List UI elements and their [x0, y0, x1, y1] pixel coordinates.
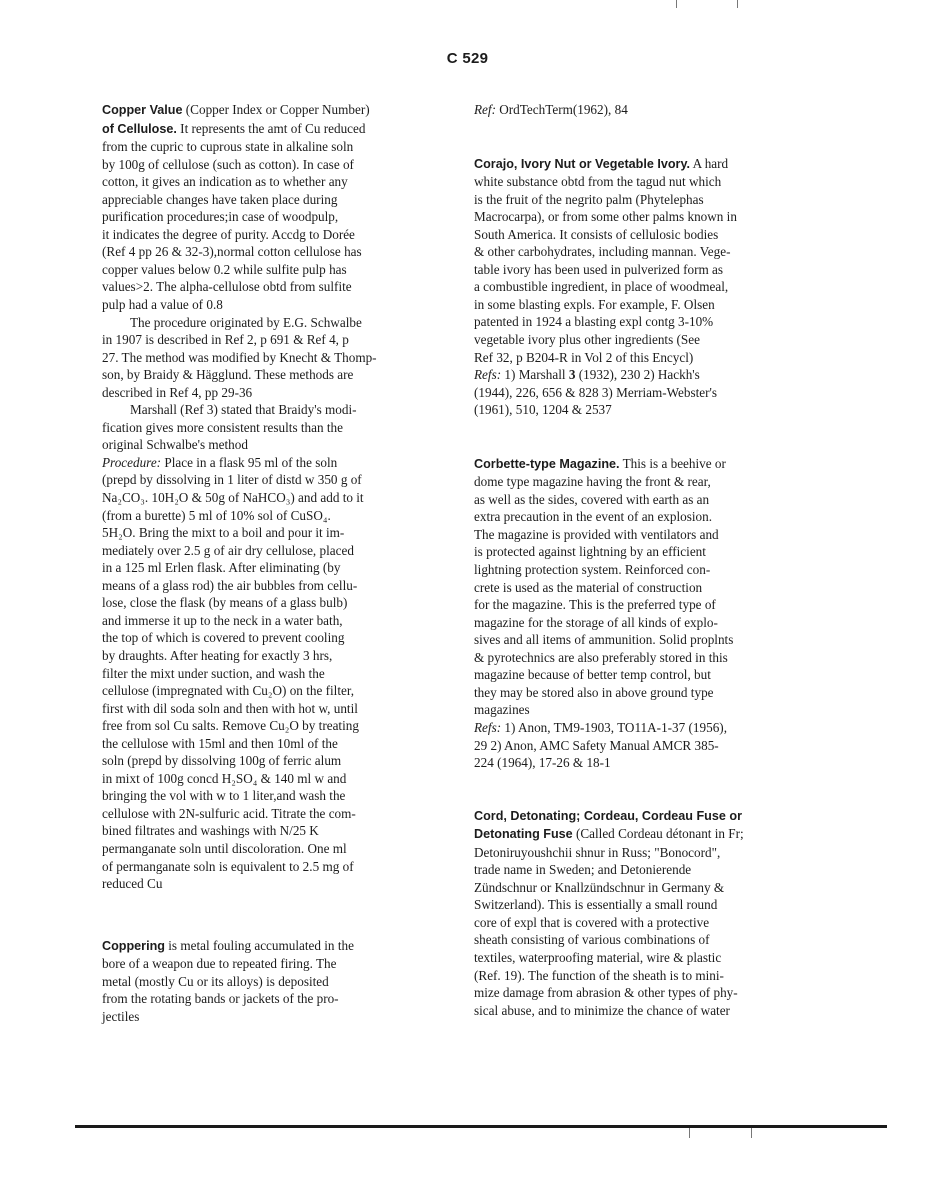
line: [474, 366, 809, 384]
body-line: in some blasting expls. For example, F. Olsen: [474, 296, 715, 312]
body-line: magazine because of better temp control, but: [474, 667, 711, 683]
body-line: filter the mixt under suction, and wash the: [102, 665, 325, 681]
body-line: The magazine is provided with ventilators and: [474, 526, 719, 542]
body-line: purification procedures;in case of woodpulp,: [102, 209, 339, 225]
body-text: A hard: [690, 155, 729, 171]
line: [102, 454, 432, 472]
body-line: bined filtrates and washings with N/25 K: [102, 823, 319, 839]
body-line: values>2. The alpha-cellulose obtd from sulfite: [102, 279, 352, 295]
line: [102, 120, 432, 139]
body-line: white substance obtd from the tagud nut which: [474, 174, 722, 190]
scan-tick-mark: [689, 1128, 690, 1138]
body-line: cellulose (impregnated with Cu₂O) on the filter,: [102, 683, 354, 699]
body-line: means of a glass rod) the air bubbles from cellu-: [102, 577, 358, 593]
spacer: [474, 772, 809, 808]
line: [474, 719, 809, 737]
body-line: free from sol Cu salts. Remove Cu₂O by treating: [102, 718, 359, 734]
body-line: Na₂CO₃. 10H₂O & 50g of NaHCO₃) and add to it: [102, 490, 364, 506]
body-line: dome type magazine having the front & rear,: [474, 474, 711, 490]
body-line: and immerse it up to the neck in a water bath,: [102, 612, 343, 628]
scan-tick-mark: [737, 0, 738, 8]
line: [474, 825, 809, 844]
body-line: permanganate soln until discoloration. One ml: [102, 840, 347, 856]
body-text: This is a beehive or: [619, 455, 726, 471]
body-line: Ref 32, p B204-R in Vol 2 of this Encycl): [474, 349, 694, 365]
line: [102, 937, 432, 956]
body-line: core of expl that is covered with a protective: [474, 914, 710, 930]
right-column: [474, 101, 809, 1019]
refs-line: 224 (1964), 17-26 & 18-1: [474, 755, 611, 771]
body-line: original Schwalbe's method: [102, 437, 248, 453]
body-line: cellulose with 2N-sulfuric acid. Titrate the com-: [102, 805, 356, 821]
line: [474, 155, 809, 174]
body-line: (Ref. 19). The function of the sheath is to mini-: [474, 967, 724, 983]
body-text: Place in a flask 95 ml of the soln: [161, 454, 338, 470]
body-line: mize damage from abrasion & other types of phy-: [474, 985, 738, 1001]
entry-title: of Cellulose.: [102, 121, 177, 136]
body-line: trade name in Sweden; and Detonierende: [474, 862, 692, 878]
entry-title: Corajo, Ivory Nut or Vegetable Ivory.: [474, 156, 691, 171]
body-line: in 1907 is described in Ref 2, p 691 & Ref 4, p: [102, 332, 349, 348]
refs-text: 1) Anon, TM9-1903, TO11A-1-37 (1956),: [501, 719, 727, 735]
body-line: jectiles: [102, 1008, 140, 1024]
body-line: copper values below 0.2 while sulfite pulp has: [102, 261, 347, 277]
ref-text: OrdTechTerm(1962), 84: [495, 102, 628, 117]
refs-line: (1944), 226, 656 & 828 3) Merriam-Webster's: [474, 384, 718, 400]
body-line: soln (prepd by dissolving 100g of ferric alum: [102, 753, 342, 769]
body-line: lose, close the flask (by means of a glass bulb): [102, 595, 348, 611]
body-line: 5H₂O. Bring the mixt to a boil and pour it im-: [102, 525, 345, 541]
body-line: appreciable changes have taken place during: [102, 191, 338, 207]
entry-title: Copper Value: [102, 103, 183, 117]
body-line: mediately over 2.5 g of air dry cellulose, placed: [102, 542, 354, 558]
footer-rule: [75, 1125, 887, 1128]
body-line: South America. It consists of cellulosic bodies: [474, 226, 719, 242]
body-line: magazine for the storage of all kinds of explo-: [474, 614, 718, 630]
entry-cord-detonating: [474, 808, 809, 1020]
procedure-label: Procedure:: [102, 454, 162, 470]
body-line: in a 125 ml Erlen flask. After eliminating (by: [102, 560, 341, 576]
body-line: by draughts. After heating for exactly 3 hrs,: [102, 647, 333, 663]
body-line: as well as the sides, covered with earth as an: [474, 491, 710, 507]
refs-line: (1961), 510, 1204 & 2537: [474, 402, 612, 418]
body-line: it indicates the degree of purity. Accdg to Dorée: [102, 226, 355, 242]
body-line: from the rotating bands or jackets of the pro-: [102, 991, 339, 1007]
body-line: metal (mostly Cu or its alloys) is deposited: [102, 973, 329, 989]
body-line: cotton, it gives an indication as to whether any: [102, 174, 348, 190]
entry-title: Cord, Detonating; Cordeau, Cordeau Fuse or: [474, 808, 742, 823]
body-line: Macrocarpa), or from some other palms known in: [474, 209, 737, 225]
scan-tick-mark: [676, 0, 677, 8]
left-column: [102, 101, 432, 1025]
entry-copper-value: [102, 101, 432, 893]
body-line: is protected against lightning by an efficient: [474, 544, 706, 560]
body-line: sheath consisting of various combinations of: [474, 932, 710, 948]
spacer: [102, 893, 432, 937]
refs-volume: 3: [568, 367, 576, 383]
body-text: (Called Cordeau détonant in Fr;: [572, 826, 744, 842]
scan-tick-mark: [751, 1128, 752, 1138]
body-line: lightning protection system. Reinforced con-: [474, 562, 711, 578]
body-line: for the magazine. This is the preferred type of: [474, 597, 716, 613]
body-line: 27. The method was modified by Knecht & Thomp-: [102, 349, 377, 365]
spacer: [474, 119, 809, 155]
body-line: The procedure originated by E.G. Schwalbe: [130, 314, 362, 330]
body-text: It represents the amt of Cu reduced: [176, 120, 366, 136]
entry-coppering: [102, 937, 432, 1026]
body-line: (from a burette) 5 ml of 10% sol of CuSO₄.: [102, 507, 331, 523]
body-line: & other carbohydrates, including mannan. Vege-: [474, 244, 731, 260]
body-line: sives and all items of ammunition. Solid proplnts: [474, 632, 734, 648]
body-line: bringing the vol with w to 1 liter,and wash the: [102, 788, 346, 804]
body-line: first with dil soda soln and then with hot w, until: [102, 700, 358, 716]
body-line: Detoniruyoushchii shnur in Russ; "Bonocord",: [474, 844, 721, 860]
refs-label: Refs:: [474, 719, 502, 735]
body-line: & pyrotechnics are also preferably stored in this: [474, 649, 728, 665]
refs-label: Refs:: [474, 367, 502, 383]
body-line: from the cupric to cuprous state in alkaline soln: [102, 139, 354, 155]
body-line: textiles, waterproofing material, wire & plastic: [474, 949, 722, 965]
line: [102, 101, 432, 120]
spacer: [474, 419, 809, 455]
line: [474, 455, 809, 474]
body-line: is the fruit of the negrito palm (Phytelephas: [474, 191, 704, 207]
body-line: Zündschnur or Knallzündschnur in Germany &: [474, 879, 725, 895]
page-number: C 529: [446, 50, 489, 67]
body-line: (Ref 4 pp 26 & 32-3),normal cotton cellulose has: [102, 244, 362, 260]
body-line: in mixt of 100g concd H₂SO₄ & 140 ml w and: [102, 770, 347, 786]
body-line: pulp had a value of 0.8: [102, 297, 223, 313]
entry-title: Coppering: [102, 938, 165, 953]
entry-title-rest: (Copper Index or Copper Number): [182, 102, 370, 117]
body-line: table ivory has been used in pulverized form as: [474, 261, 724, 277]
body-line: vegetable ivory plus other ingredients (See: [474, 332, 700, 348]
refs-text: 1) Marshall: [501, 367, 569, 383]
body-line: by 100g of cellulose (such as cotton). In case of: [102, 156, 354, 172]
body-line: the top of which is covered to prevent cooling: [102, 630, 345, 646]
body-line: Marshall (Ref 3) stated that Braidy's modi-: [130, 402, 357, 418]
body-line: a combustible ingredient, in place of woodmeal,: [474, 279, 729, 295]
body-line: patented in 1924 a blasting expl contg 3-10%: [474, 314, 714, 330]
entry-title: Detonating Fuse: [474, 827, 573, 842]
ref-label: Ref:: [474, 102, 496, 117]
body-line: magazines: [474, 702, 530, 718]
body-line: the cellulose with 15ml and then 10ml of the: [102, 735, 338, 751]
body-line: bore of a weapon due to repeated firing. The: [102, 956, 337, 972]
entry-title: Corbette-type Magazine.: [474, 456, 620, 471]
body-line: son, by Braidy & Hägglund. These methods are: [102, 367, 354, 383]
body-line: described in Ref 4, pp 29-36: [102, 384, 253, 400]
body-line: extra precaution in the event of an explosion.: [474, 509, 713, 525]
body-line: crete is used as the material of construction: [474, 579, 703, 595]
body-line: they may be stored also in above ground type: [474, 684, 714, 700]
refs-line: 29 2) Anon, AMC Safety Manual AMCR 385-: [474, 737, 719, 753]
body-line: of permanganate soln is equivalent to 2.5 mg of: [102, 858, 354, 874]
body-line: fication gives more consistent results than the: [102, 419, 343, 435]
line: [474, 101, 809, 119]
body-line: reduced Cu: [102, 876, 163, 892]
body-line: (prepd by dissolving in 1 liter of distd w 350 g of: [102, 472, 362, 488]
body-text: is metal fouling accumulated in the: [164, 937, 354, 953]
refs-text: (1932), 230 2) Hackh's: [575, 367, 700, 383]
entry-corbette: [474, 455, 809, 772]
body-line: sical abuse, and to minimize the chance of water: [474, 1002, 730, 1018]
entry-corajo: [474, 155, 809, 419]
entry-ref-continued: [474, 101, 809, 119]
body-line: Switzerland). This is essentially a small round: [474, 897, 718, 913]
